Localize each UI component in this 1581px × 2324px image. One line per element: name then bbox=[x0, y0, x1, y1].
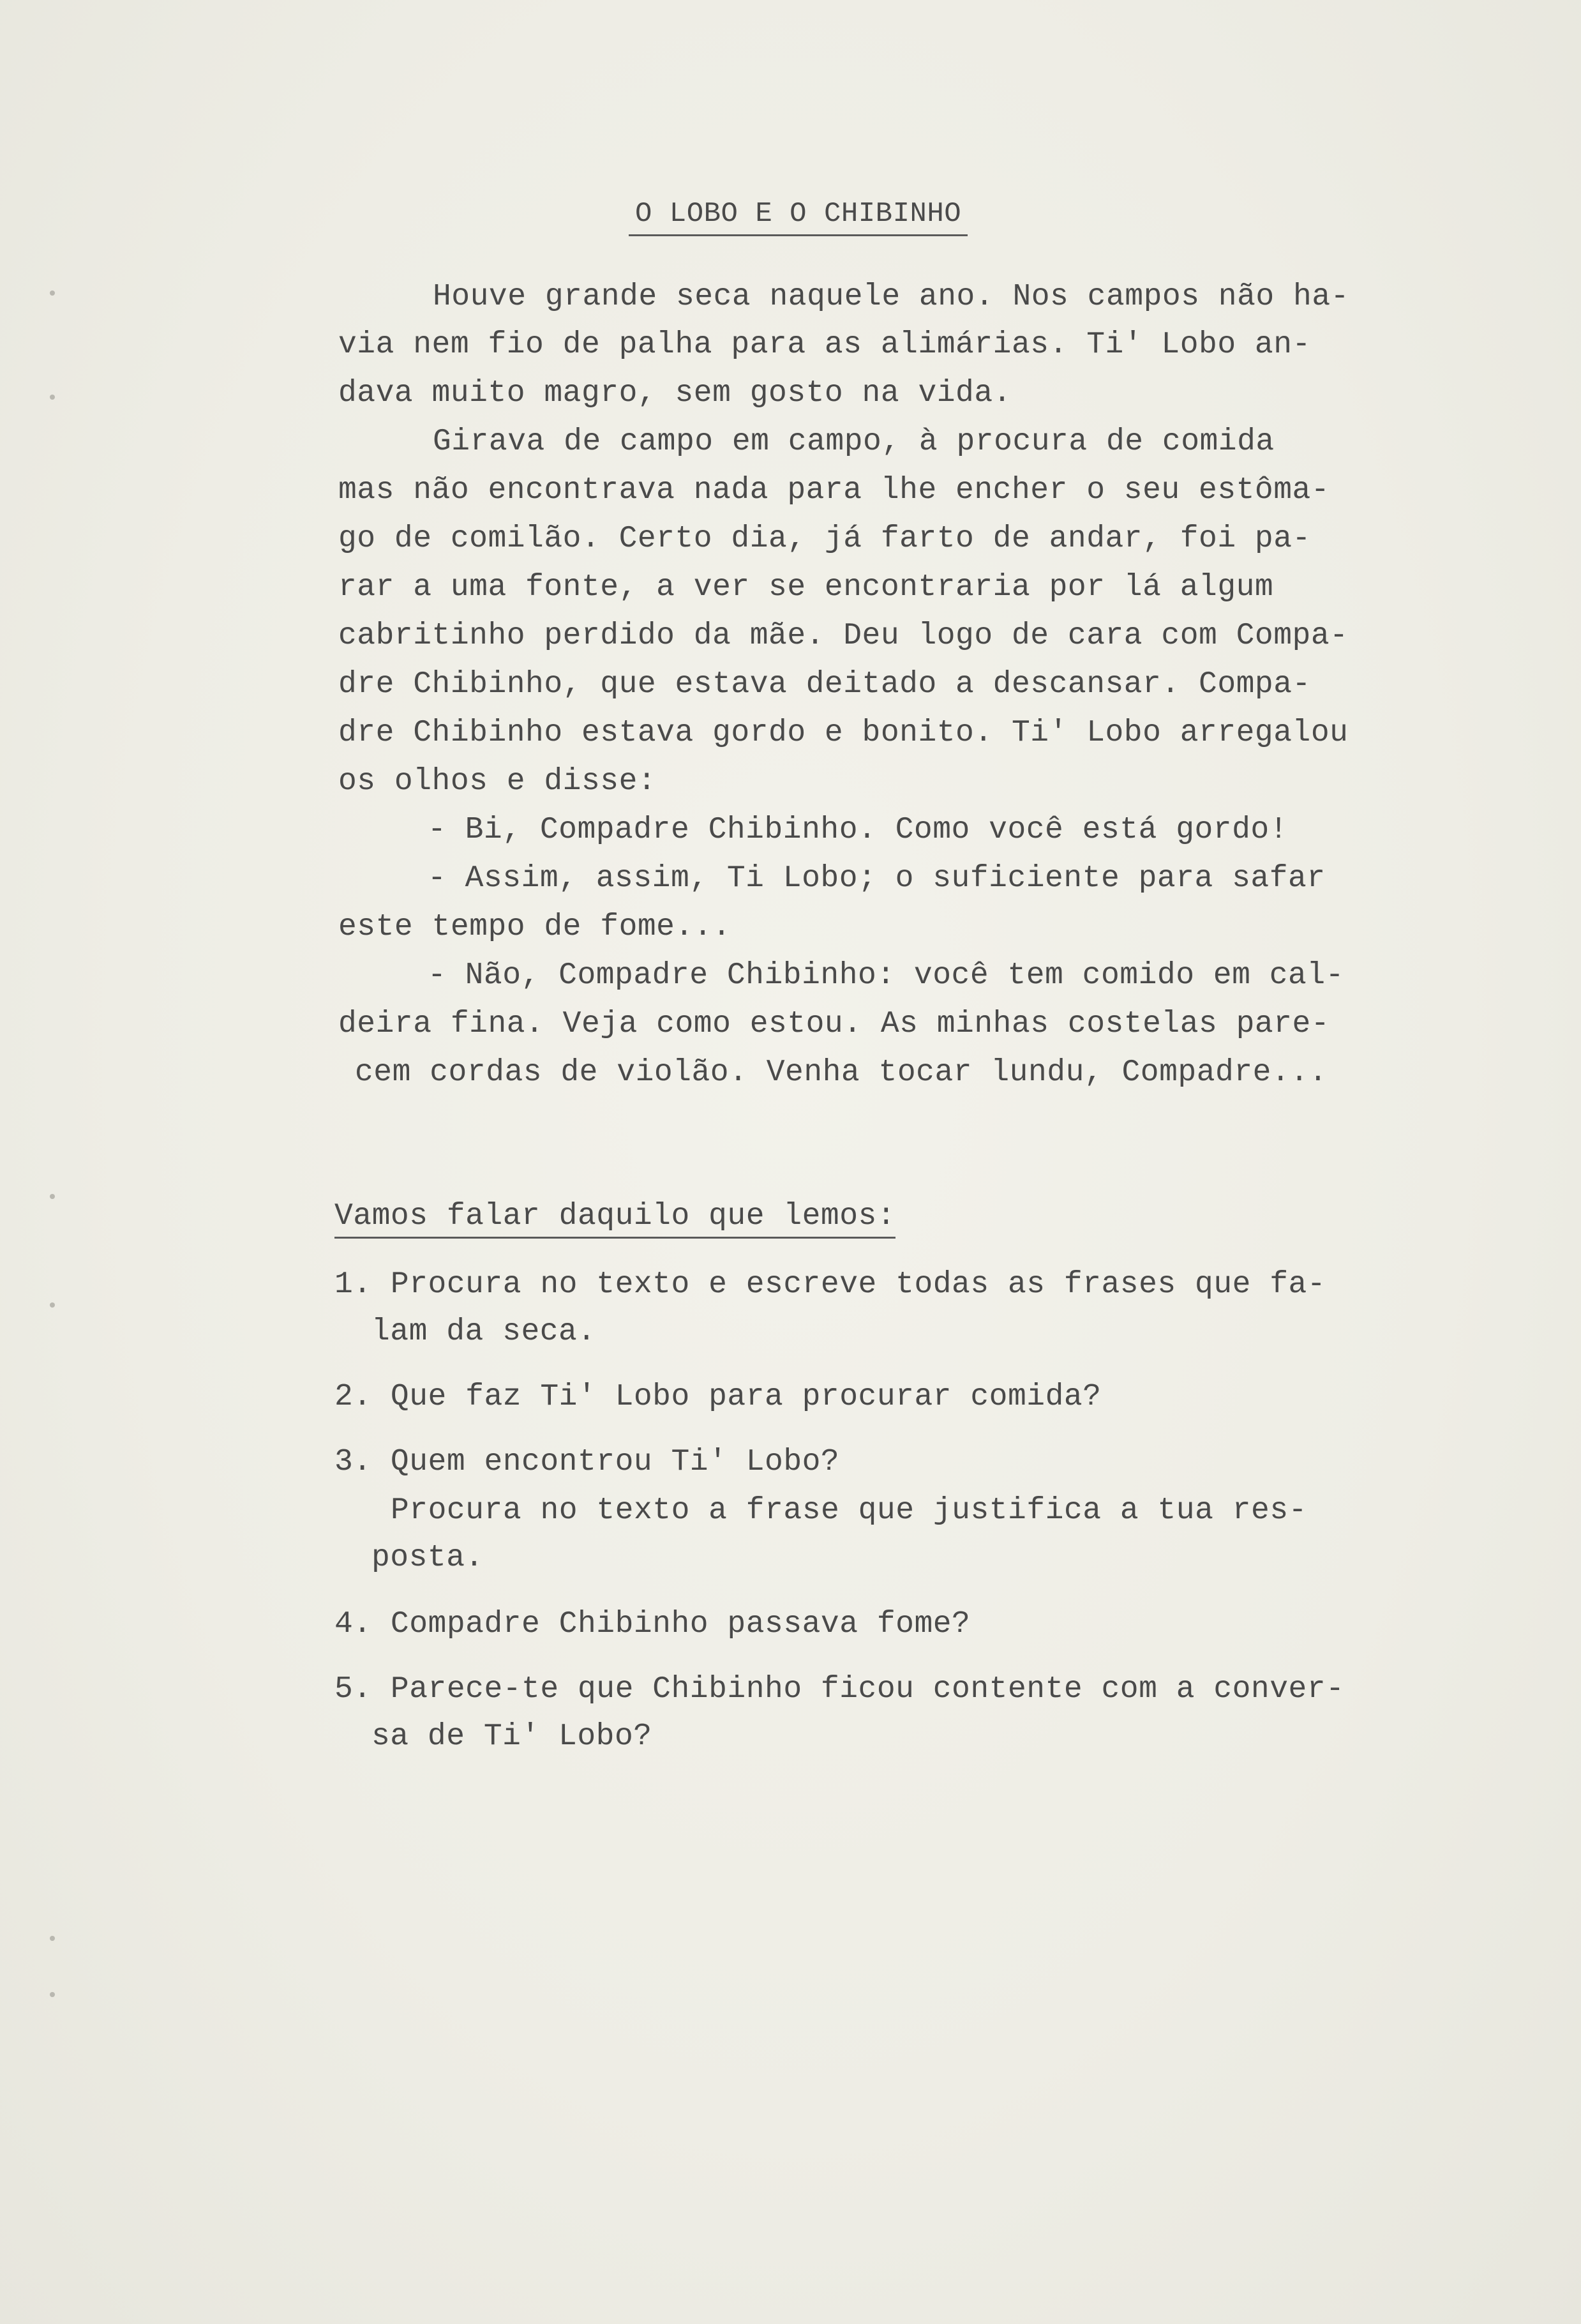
story-line: deira fina. Veja como estou. As minhas costelas pare- bbox=[338, 1007, 1330, 1041]
question-line: 3. Quem encontrou Ti' Lobo? bbox=[334, 1445, 840, 1479]
story-line: - Bi, Compadre Chibinho. Como você está gordo! bbox=[428, 813, 1289, 847]
story-line: os olhos e disse: bbox=[338, 764, 657, 799]
binder-hole-mark bbox=[50, 1992, 55, 1997]
story-line: dre Chibinho estava gordo e bonito. Ti' Lobo arregalou bbox=[338, 716, 1349, 750]
binder-hole-mark bbox=[50, 1194, 55, 1199]
binder-hole-mark bbox=[50, 1302, 55, 1308]
question-line: lam da seca. bbox=[371, 1315, 596, 1349]
question-line: Procura no texto a frase que justifica a tua res- bbox=[391, 1493, 1307, 1528]
story-line: - Assim, assim, Ti Lobo; o suficiente para safar bbox=[428, 861, 1326, 896]
story-line: go de comilão. Certo dia, já farto de andar, foi pa- bbox=[338, 522, 1311, 556]
story-line: mas não encontrava nada para lhe encher o seu estôma- bbox=[338, 473, 1330, 508]
story-line: cem cordas de violão. Venha tocar lundu, Compadre... bbox=[355, 1055, 1328, 1090]
question-line: 2. Que faz Ti' Lobo para procurar comida? bbox=[334, 1380, 1102, 1414]
story-line: Girava de campo em campo, à procura de comida bbox=[433, 425, 1275, 459]
story-line: dava muito magro, sem gosto na vida. bbox=[338, 376, 1012, 411]
story-line: este tempo de fome... bbox=[338, 910, 731, 944]
binder-hole-mark bbox=[50, 395, 55, 400]
section-heading: Vamos falar daquilo que lemos: bbox=[334, 1197, 895, 1239]
story-line: cabritinho perdido da mãe. Deu logo de cara com Compa- bbox=[338, 619, 1349, 653]
binder-hole-mark bbox=[50, 1936, 55, 1941]
story-line: rar a uma fonte, a ver se encontraria por lá algum bbox=[338, 570, 1274, 605]
question-line: sa de Ti' Lobo? bbox=[371, 1719, 652, 1754]
question-line: 1. Procura no texto e escreve todas as frases que fa- bbox=[334, 1267, 1326, 1302]
document-title: O LOBO E O CHIBINHO bbox=[629, 195, 968, 236]
story-line: Houve grande seca naquele ano. Nos campos não ha- bbox=[433, 280, 1349, 314]
binder-hole-mark bbox=[50, 290, 55, 296]
question-line: 5. Parece-te que Chibinho ficou contente com a conver- bbox=[334, 1672, 1345, 1707]
story-line: dre Chibinho, que estava deitado a descansar. Compa- bbox=[338, 667, 1311, 702]
story-line: via nem fio de palha para as alimárias. Ti' Lobo an- bbox=[338, 328, 1311, 362]
question-line: posta. bbox=[371, 1541, 484, 1575]
story-line: - Não, Compadre Chibinho: você tem comido em cal- bbox=[428, 958, 1344, 993]
question-line: 4. Compadre Chibinho passava fome? bbox=[334, 1607, 971, 1641]
